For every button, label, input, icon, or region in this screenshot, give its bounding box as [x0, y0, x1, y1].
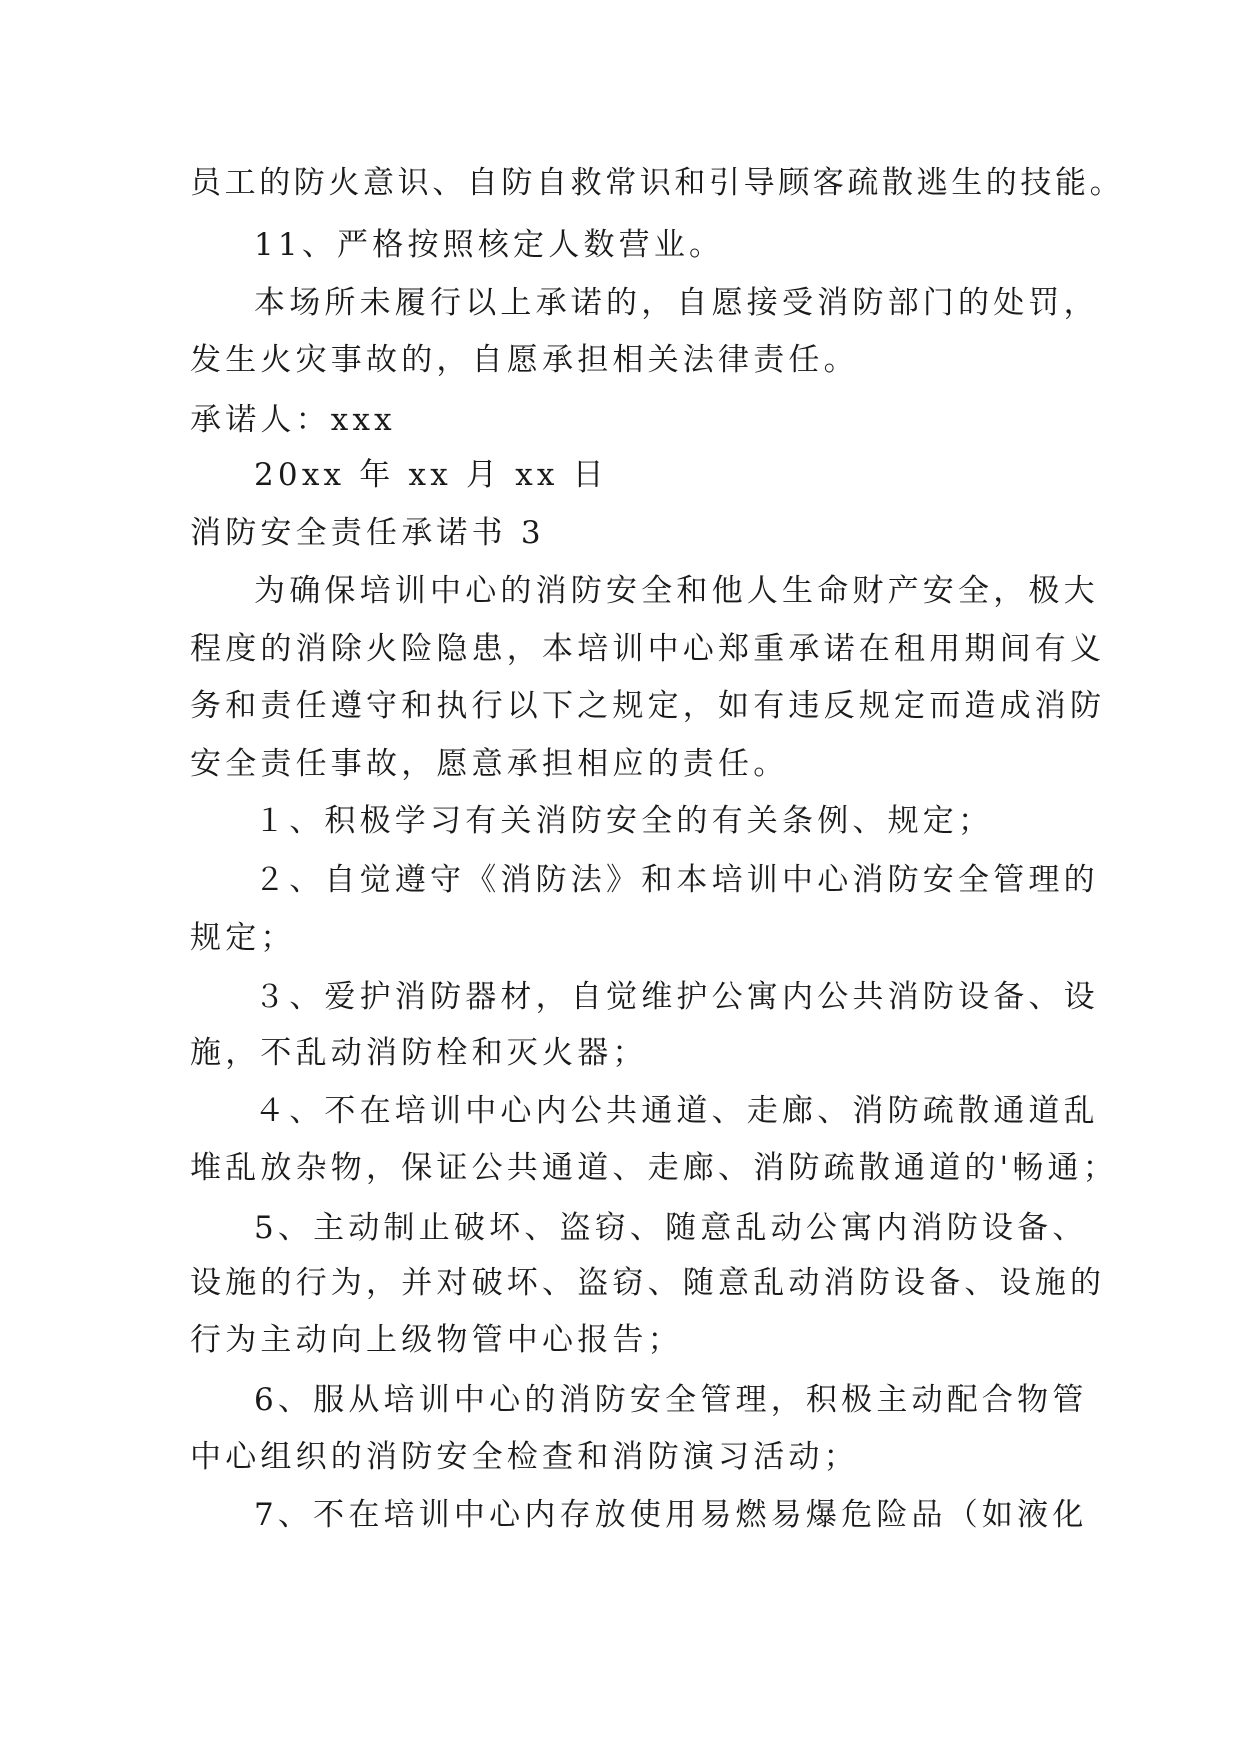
date-line: 20xx 年 xx 月 xx 日 [254, 457, 608, 493]
paragraph-line: 安全责任事故，愿意承担相应的责任。 [190, 746, 789, 782]
clause-6-line: 6、服从培训中心的消防安全管理，积极主动配合物管 [254, 1382, 1088, 1418]
paragraph-line: 行为主动向上级物管中心报告； [190, 1322, 683, 1358]
paragraph-line: 程度的消除火险隐患，本培训中心郑重承诺在租用期间有义 [190, 631, 1106, 667]
clause-2-line: ２、自觉遵守《消防法》和本培训中心消防安全管理的 [254, 862, 1099, 898]
clause-1-line: １、积极学习有关消防安全的有关条例、规定； [254, 803, 994, 839]
paragraph-line: 堆乱放杂物，保证公共通道、走廊、消防疏散通道的'畅通； [190, 1150, 1118, 1186]
paragraph-line: 规定； [190, 920, 296, 956]
clause-11-line: 11、严格按照核定人数营业。 [254, 227, 725, 263]
paragraph-line: 发生火灾事故的，自愿承担相关法律责任。 [190, 342, 859, 378]
signatory-line: 承诺人：xxx [190, 402, 396, 438]
paragraph-line: 务和责任遵守和执行以下之规定，如有违反规定而造成消防 [190, 688, 1106, 724]
section-heading: 消防安全责任承诺书 3 [190, 515, 545, 551]
clause-4-line: ４、不在培训中心内公共通道、走廊、消防疏散通道乱 [254, 1093, 1099, 1129]
clause-5-line: 5、主动制止破坏、盗窃、随意乱动公寓内消防设备、 [254, 1210, 1088, 1246]
clause-3-line: ３、爱护消防器材，自觉维护公寓内公共消防设备、设 [254, 979, 1099, 1015]
paragraph-line: 中心组织的消防安全检查和消防演习活动； [190, 1439, 859, 1475]
paragraph-line: 员工的防火意识、自防自救常识和引导顾客疏散逃生的技能。 [190, 165, 1125, 201]
clause-7-line: 7、不在培训中心内存放使用易燃易爆危险品（如液化 [254, 1497, 1088, 1533]
paragraph-line: 本场所未履行以上承诺的，自愿接受消防部门的处罚， [254, 285, 1099, 321]
paragraph-line: 施，不乱动消防栓和灭火器； [190, 1035, 648, 1071]
paragraph-line: 为确保培训中心的消防安全和他人生命财产安全，极大 [254, 573, 1099, 609]
paragraph-line: 设施的行为，并对破坏、盗窃、随意乱动消防设备、设施的 [190, 1265, 1106, 1301]
